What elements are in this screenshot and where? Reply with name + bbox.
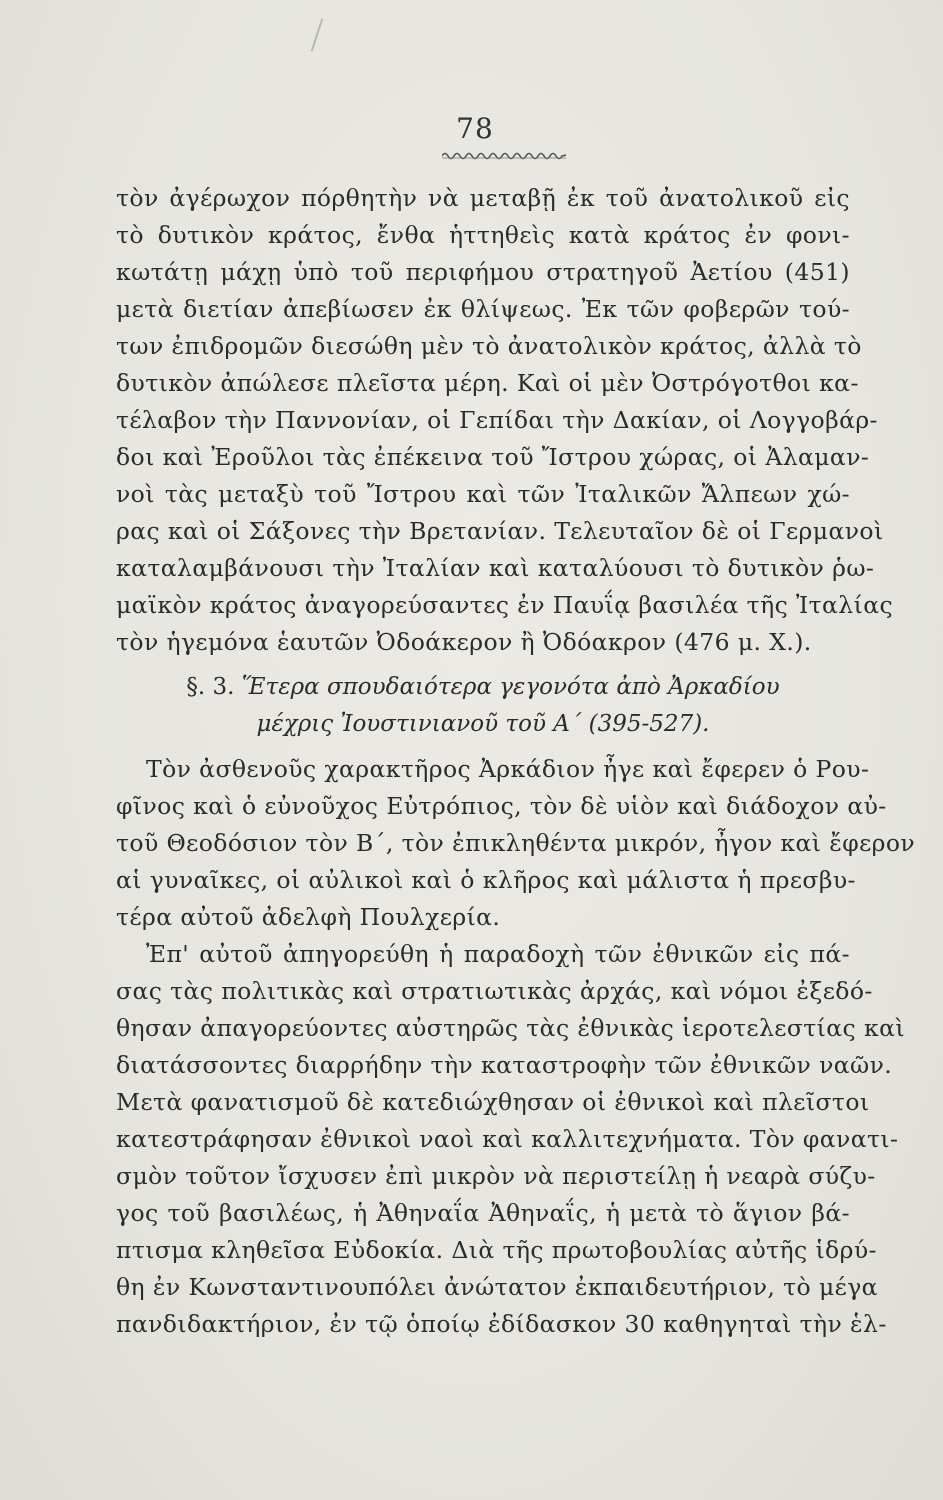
text-line: των ἐπιδρομῶν διεσώθη μὲν τὸ ἀνατολικὸν κράτος, ἀλλὰ τὸ xyxy=(116,332,862,360)
text-line: νοὶ τὰς μεταξὺ τοῦ Ἴστρου καὶ τῶν Ἰταλικῶν Ἄλπεων χώ- xyxy=(116,480,850,508)
text-line: δοι καὶ Ἐροῦλοι τὰς ἐπέκεινα τοῦ Ἴστρου χώρας, οἱ Ἀλαμαν- xyxy=(116,443,870,471)
pencil-mark xyxy=(311,19,323,52)
text-line: τὸ δυτικὸν κράτος, ἔνθα ἡττηθεὶς κατὰ κράτος ἐν φονι- xyxy=(116,221,850,249)
text-line: κωτάτῃ μάχῃ ὑπὸ τοῦ περιφήμου στρατηγοῦ Ἀετίου (451) xyxy=(116,258,850,286)
page-number: 78 xyxy=(456,112,494,145)
text-line: τὸν ἡγεμόνα ἑαυτῶν Ὀδοάκερον ἢ Ὀδόακρον (476 μ. Χ.). xyxy=(116,628,812,656)
text-line: φῖνος καὶ ὁ εὐνοῦχος Εὐτρόπιος, τὸν δὲ υἱὸν καὶ διάδοχον αὐ- xyxy=(116,792,887,820)
text-line: αἱ γυναῖκες, οἱ αὐλικοὶ καὶ ὁ κλῆρος καὶ μάλιστα ἡ πρεσβυ- xyxy=(116,866,856,894)
text-line: πανδιδακτήριον, ἐν τῷ ὁποίῳ ἐδίδασκον 30 καθηγηταὶ τὴν ἑλ- xyxy=(116,1310,887,1338)
paragraph-3 xyxy=(116,936,905,1343)
paragraph-2 xyxy=(116,751,916,936)
section-number: §. 3. xyxy=(186,674,235,700)
text-line: σας τὰς πολιτικὰς καὶ στρατιωτικὰς ἀρχάς, καὶ νόμοι ἐξεδό- xyxy=(116,977,873,1005)
text-line: μετὰ διετίαν ἀπεβίωσεν ἐκ θλίψεως. Ἐκ τῶν φοβερῶν τού- xyxy=(116,295,850,323)
text-line: Μετὰ φανατισμοῦ δὲ κατεδιώχθησαν οἱ ἐθνικοὶ καὶ πλεῖστοι xyxy=(116,1088,870,1116)
text-line: τέρα αὐτοῦ ἀδελφὴ Πουλχερία. xyxy=(116,903,501,931)
text-line: Τὸν ἀσθενοῦς χαρακτῆρος Ἀρκάδιον ἦγε καὶ ἔφερεν ὁ Ρου- xyxy=(146,755,870,783)
text-line: τέλαβον τὴν Παννονίαν, οἱ Γεπίδαι τὴν Δακίαν, οἱ Λογγοβάρ- xyxy=(116,406,878,434)
paragraph-1 xyxy=(116,180,894,661)
section-heading xyxy=(116,669,850,743)
text-line: σμὸν τοῦτον ἴσχυσεν ἐπὶ μικρὸν νὰ περιστείλῃ ἡ νεαρὰ σύζυ- xyxy=(116,1162,876,1190)
section-title-line-1 xyxy=(116,669,850,706)
section-title: Ἕτερα σπουδαιότερα γεγονότα ἀπὸ Ἀρκαδίου xyxy=(241,674,780,700)
text-line: γος τοῦ βασιλέως, ἡ Ἀθηναΐα Ἀθηναΐς, ἡ μετὰ τὸ ἅγιον βά- xyxy=(116,1199,850,1227)
text-line: τοῦ Θεοδόσιον τὸν Β΄, τὸν ἐπικληθέντα μικρόν, ἦγον καὶ ἔφερον xyxy=(116,829,916,857)
text-line: τὸν ἀγέρωχον πόρθητὴν νὰ μεταβῇ ἐκ τοῦ ἀνατολικοῦ εἰς xyxy=(116,184,850,212)
ornament-rule xyxy=(442,150,566,160)
text-line: διατάσσοντες διαρρήδην τὴν καταστροφὴν τῶν ἐθνικῶν ναῶν. xyxy=(116,1051,893,1079)
text-line: μαϊκὸν κράτος ἀναγορεύσαντες ἐν Παυΐᾳ βασιλέα τῆς Ἰταλίας xyxy=(116,591,894,619)
text-line: καταλαμβάνουσι τὴν Ἰταλίαν καὶ καταλύουσι τὸ δυτικὸν ῥω- xyxy=(116,554,875,582)
body-text xyxy=(116,180,916,1343)
text-line: δυτικὸν ἀπώλεσε πλεῖστα μέρη. Καὶ οἱ μὲν Ὀστρόγοτθοι κα- xyxy=(116,369,859,397)
text-line: ρας καὶ οἱ Σάξονες τὴν Βρετανίαν. Τελευταῖον δὲ οἱ Γερμανοὶ xyxy=(116,517,884,545)
section-title-line-2: μέχρις Ἰουστινιανοῦ τοῦ Α΄ (395-527). xyxy=(256,711,710,737)
text-line: θησαν ἀπαγορεύοντες αὐστηρῶς τὰς ἐθνικὰς ἱεροτελεστίας καὶ xyxy=(116,1014,905,1042)
text-line: Ἐπ' αὐτοῦ ἀπηγορεύθη ἡ παραδοχὴ τῶν ἐθνικῶν εἰς πά- xyxy=(146,940,850,968)
text-line: κατεστράφησαν ἐθνικοὶ ναοὶ καὶ καλλιτεχνήματα. Τὸν φανατι- xyxy=(116,1125,899,1153)
text-line: πτισμα κληθεῖσα Εὐδοκία. Διὰ τῆς πρωτοβουλίας αὐτῆς ἱδρύ- xyxy=(116,1236,877,1264)
text-line: θη ἐν Κωνσταντινουπόλει ἀνώτατον ἐκπαιδευτήριον, τὸ μέγα xyxy=(116,1273,878,1301)
